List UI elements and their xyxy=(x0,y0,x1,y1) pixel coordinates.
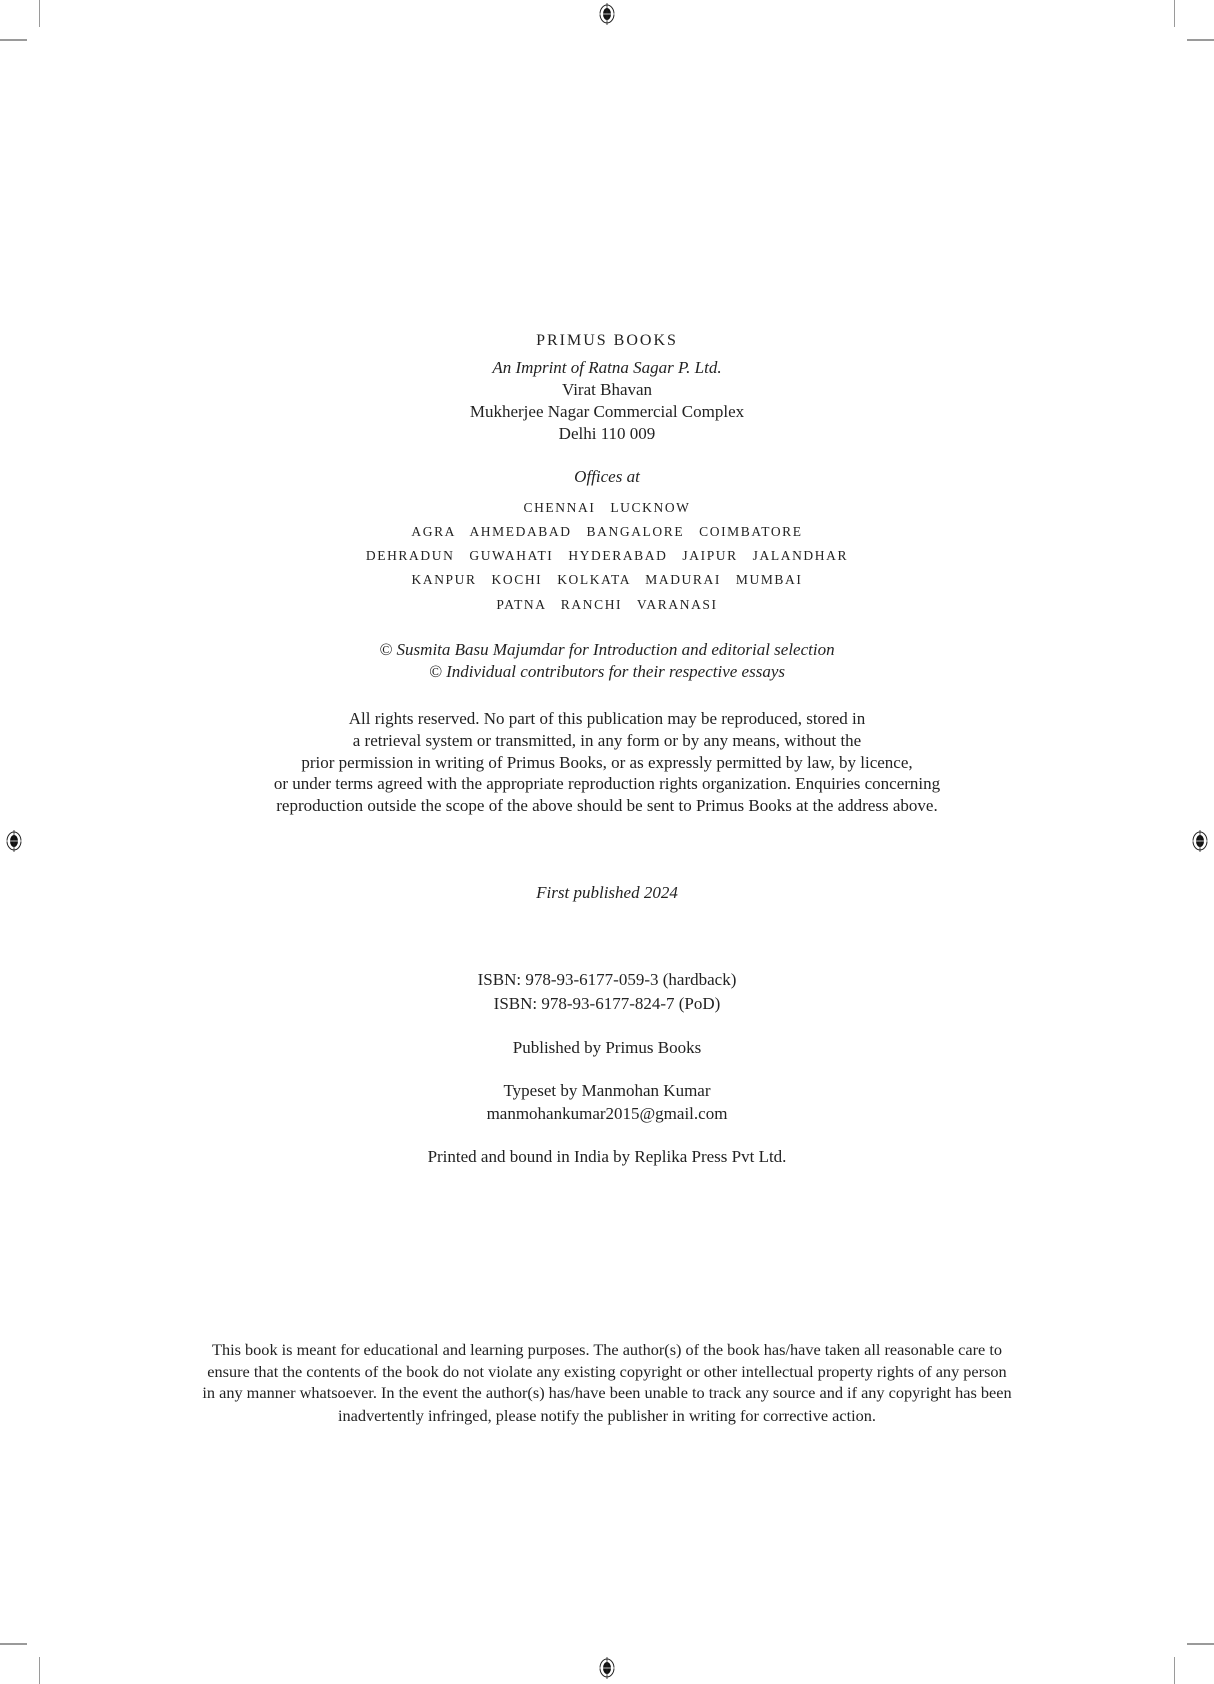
typesetter-email: manmohankumar2015@gmail.com xyxy=(486,1104,728,1123)
registration-mark-icon xyxy=(598,3,616,25)
rights-line: All rights reserved. No part of this publication may be reproduced, stored in xyxy=(348,709,866,728)
typeset-by: Typeset by Manmohan Kumar xyxy=(503,1081,711,1100)
publisher-imprint: An Imprint of Ratna Sagar P. Ltd. xyxy=(492,358,722,377)
offices-heading: Offices at xyxy=(574,467,640,486)
crop-mark xyxy=(39,0,40,27)
publisher-name: PRIMUS BOOKS xyxy=(536,332,678,349)
crop-mark xyxy=(1174,0,1175,27)
address-line: Virat Bhavan xyxy=(561,380,653,399)
crop-mark xyxy=(39,1657,40,1684)
offices-line: PATNA RANCHI VARANASI xyxy=(496,597,718,612)
offices-line: AGRA AHMEDABAD BANGALORE COIMBATORE xyxy=(411,524,803,539)
registration-mark-icon xyxy=(5,830,23,852)
disclaimer-line: ensure that the contents of the book do not violate any existing copyright or other intellectual property rights of any person xyxy=(207,1362,1007,1381)
isbn-line: ISBN: 978-93-6177-824-7 (PoD) xyxy=(493,994,721,1013)
disclaimer-line: This book is meant for educational and learning purposes. The author(s) of the book has/have taken all reasonable care to xyxy=(212,1340,1002,1359)
copyright-line: © Susmita Basu Majumdar for Introduction and editorial selection xyxy=(379,640,835,659)
crop-mark xyxy=(1187,1643,1214,1645)
first-published: First published 2024 xyxy=(536,883,678,902)
published-by: Published by Primus Books xyxy=(512,1038,702,1057)
rights-line: or under terms agreed with the appropriate reproduction rights organization. Enquiries concerning xyxy=(273,774,941,793)
crop-mark xyxy=(0,1643,27,1645)
rights-line: reproduction outside the scope of the above should be sent to Primus Books at the address above. xyxy=(276,796,938,815)
crop-mark xyxy=(1187,39,1214,41)
registration-mark-icon xyxy=(1191,830,1209,852)
crop-mark xyxy=(0,39,27,41)
address-line: Mukherjee Nagar Commercial Complex xyxy=(469,402,745,421)
isbn-line: ISBN: 978-93-6177-059-3 (hardback) xyxy=(477,970,737,989)
crop-mark xyxy=(1174,1657,1175,1684)
offices-line: DEHRADUN GUWAHATI HYDERABAD JAIPUR JALANDHAR xyxy=(365,548,849,563)
rights-line: prior permission in writing of Primus Books, or as expressly permitted by law, by licence, xyxy=(301,753,913,772)
printed-by: Printed and bound in India by Replika Press Pvt Ltd. xyxy=(427,1147,787,1166)
registration-mark-icon xyxy=(598,1657,616,1679)
address-line: Delhi 110 009 xyxy=(558,424,656,443)
disclaimer-line: inadvertently infringed, please notify the publisher in writing for corrective action. xyxy=(337,1406,876,1425)
rights-line: a retrieval system or transmitted, in any form or by any means, without the xyxy=(352,731,862,750)
offices-line: KANPUR KOCHI KOLKATA MADURAI MUMBAI xyxy=(411,572,803,587)
copyright-line: © Individual contributors for their respective essays xyxy=(428,662,785,681)
disclaimer-line: in any manner whatsoever. In the event the author(s) has/have been unable to track any source and if any copyright has been xyxy=(202,1383,1012,1402)
offices-line: CHENNAI LUCKNOW xyxy=(523,500,691,515)
